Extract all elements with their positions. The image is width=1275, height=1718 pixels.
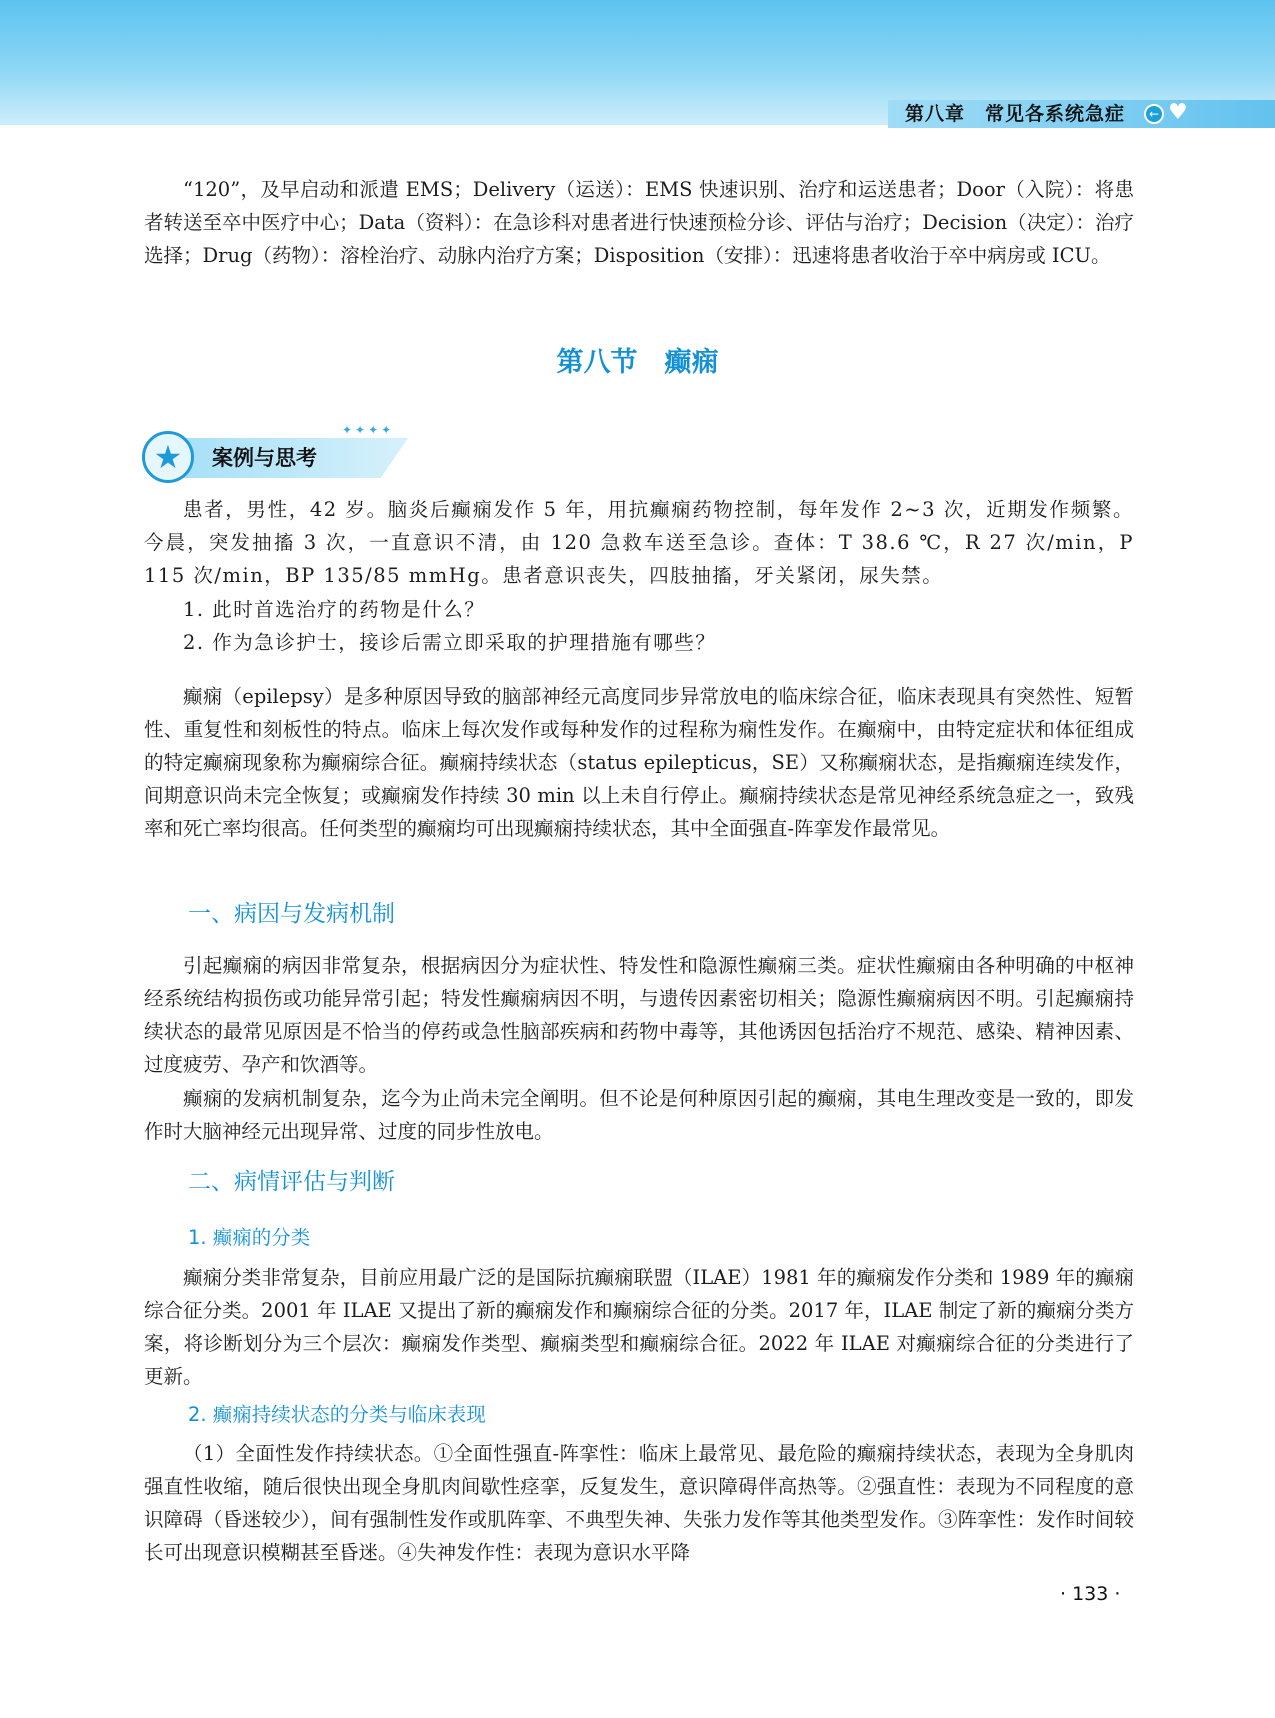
heading-etiology: 一、病因与发病机制 bbox=[188, 901, 395, 927]
arrow-left-icon: ← bbox=[1144, 104, 1164, 124]
heart-icon: ♥ bbox=[1168, 100, 1188, 125]
intro-paragraph: “120”，及早启动和派遣 EMS；Delivery（运送）：EMS 快速识别、治疗和运送患者；Door（入院）：将患者转送至卒中医疗中心；Data（资料）：在急诊科对患者进行快速预检分诊、评估与治疗；Decision（决定）：治疗选择；Drug（药物）：溶栓治疗、动脉内治疗方案；Disposition（安排）：迅速将患者收治于卒中病房或 ICU。 bbox=[144, 178, 1134, 267]
case-text: 患者，男性，42 岁。脑炎后癫痫发作 5 年，用抗癫痫药物控制，每年发作 2~3 次，近期发作频繁。今晨，突发抽搐 3 次，一直意识不清，由 120 急救车送至急诊。查体：T 38.6 ℃，R 27 次/min，P 115 次/min，BP 135/85 mmHg。患者意识丧失，四肢抽搐，牙关紧闭，尿失禁。 bbox=[144, 498, 1134, 587]
status-paragraph: （1）全面性发作持续状态。①全面性强直-阵挛性：临床上最常见、最危险的癫痫持续状态，表现为全身肌肉强直性收缩，随后很快出现全身肌肉间歇性痉挛，反复发生，意识障碍伴高热等。②强直性：表现为不同程度的意识障碍（昏迷较少），间有强制性发作或肌阵挛、不典型失神、失张力发作等其他类型发作。③阵挛性：发作时间较长可出现意识模糊甚至昏迷。④失神发作性：表现为意识水平降 bbox=[144, 1442, 1134, 1564]
definition-paragraph: 癫痫（epilepsy）是多种原因导致的脑部神经元高度同步异常放电的临床综合征，临床表现具有突然性、短暂性、重复性和刻板性的特点。临床上每次发作或每种发作的过程称为痫性发作。在癫痫中，由特定症状和体征组成的特定癫痫现象称为癫痫综合征。癫痫持续状态（status epilepticus，SE）又称癫痫状态，是指癫痫连续发作，间期意识尚未完全恢复；或癫痫发作持续 30 min 以上未自行停止。癫痫持续状态是常见神经系统急症之一，致残率和死亡率均很高。任何类型的癫痫均可出现癫痫持续状态，其中全面强直-阵挛发作最常见。 bbox=[144, 685, 1134, 840]
section-title: 第八节 癫痫 bbox=[556, 347, 719, 378]
case-question-1: 1. 此时首选治疗的药物是什么？ bbox=[183, 598, 486, 621]
case-question-2: 2. 作为急诊护士，接诊后需立即采取的护理措施有哪些？ bbox=[183, 631, 717, 654]
chapter-title: 第八章 常见各系统急症 bbox=[905, 103, 1126, 125]
heading-assessment: 二、病情评估与判断 bbox=[188, 1169, 395, 1195]
cause-paragraph-1: 引起癫痫的病因非常复杂，根据病因分为症状性、特发性和隐源性癫痫三类。症状性癫痫由各种明确的中枢神经系统结构损伤或功能异常引起；特发性癫痫病因不明，与遗传因素密切相关；隐源性癫痫病因不明。引起癫痫持续状态的最常见原因是不恰当的停药或急性脑部疾病和药物中毒等，其他诱因包括治疗不规范、感染、精神因素、过度疲劳、孕产和饮酒等。 bbox=[144, 954, 1134, 1076]
case-label: 案例与思考 bbox=[212, 446, 317, 470]
subheading-classification: 1. 癫痫的分类 bbox=[188, 1226, 311, 1249]
cause-paragraph-2: 癫痫的发病机制复杂，迄今为止尚未完全阐明。但不论是何种原因引起的癫痫，其电生理改变是一致的，即发作时大脑神经元出现异常、过度的同步性放电。 bbox=[144, 1087, 1134, 1143]
subheading-status: 2. 癫痫持续状态的分类与临床表现 bbox=[188, 1403, 486, 1426]
sparkle-icon: ✦✦✦✦ bbox=[342, 423, 395, 437]
page-number: · 133 · bbox=[1060, 1583, 1121, 1605]
star-icon: ★ bbox=[142, 431, 194, 483]
case-box-header bbox=[142, 423, 412, 485]
classification-paragraph: 癫痫分类非常复杂，目前应用最广泛的是国际抗癫痫联盟（ILAE）1981 年的癫痫发作分类和 1989 年的癫痫综合征分类。2001 年 ILAE 又提出了新的癫痫发作和癫痫综合征的分类。2017 年，ILAE 制定了新的癫痫分类方案，将诊断划分为三个层次：癫痫发作类型、癫痫类型和癫痫综合征。2022 年 ILAE 对癫痫综合征的分类进行了更新。 bbox=[144, 1266, 1134, 1388]
